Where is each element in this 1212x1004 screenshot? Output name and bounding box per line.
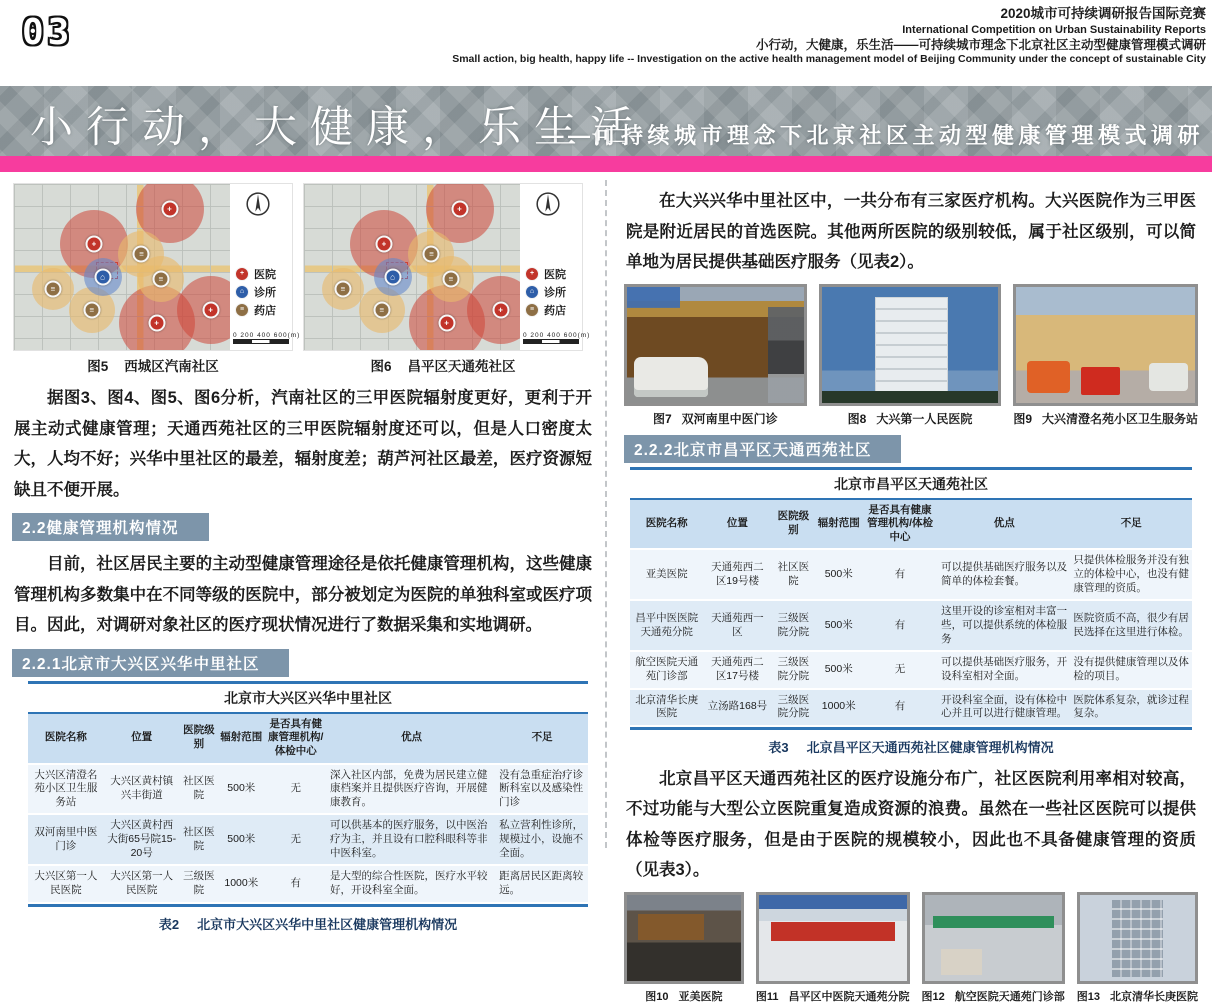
photo-caption [756, 988, 910, 1004]
map-side-panel [230, 184, 301, 350]
photo-caption [1077, 988, 1198, 1004]
map-scale-bar [233, 332, 301, 344]
report-title-cn: 小行动，大健康，乐生活——可持续城市理念下北京社区主动型健康管理模式调研 [755, 37, 1206, 52]
table2-caption [28, 914, 588, 933]
table-header-cell: 医院名称 [630, 500, 703, 550]
photo-figure-10 [624, 892, 744, 1004]
table-cell: 有 [862, 689, 938, 726]
map-canvas-fig5 [14, 184, 230, 350]
table-cell: 立汤路168号 [703, 689, 771, 726]
table-cell: 社区医院 [771, 549, 815, 600]
pharmacy-marker-icon: ≡ [423, 245, 440, 262]
hospital-marker-icon: + [375, 235, 392, 252]
table-cell: 有 [862, 549, 938, 600]
photo-yamei-hospital [624, 892, 744, 984]
photo-figure-7 [624, 284, 807, 427]
pharmacy-marker-icon: ≡ [525, 303, 539, 317]
pharmacy-marker-icon: ≡ [152, 270, 169, 287]
table-header-cell: 位置 [104, 714, 180, 764]
table-header-cell: 优点 [327, 714, 496, 764]
table-cell: 三级医院分院 [771, 600, 815, 651]
page-number: 03 [22, 12, 74, 53]
table-row [630, 600, 1192, 651]
table-cell: 三级医院分院 [771, 651, 815, 688]
legend-label: 医院 [254, 269, 276, 281]
table-cell: 距离居民区距离较远。 [496, 865, 588, 902]
table-cell: 无 [862, 651, 938, 688]
clinic-marker-icon: ⌂ [384, 268, 401, 285]
clinic-marker-icon: ⌂ [235, 285, 249, 299]
legend-item-pharmacy [235, 302, 276, 318]
legend-item-clinic [525, 284, 566, 300]
figure-caption [14, 355, 292, 375]
map-canvas-fig6 [304, 184, 520, 350]
table-cell: 天通苑西一区 [703, 600, 771, 651]
competition-header [452, 5, 1206, 67]
table-cell: 社区医院 [180, 764, 218, 815]
table-cell: 可以提供基础医疗服务以及简单的体检套餐。 [938, 549, 1070, 600]
institutions-paragraph: 目前，社区居民主要的主动型健康管理途径是依托健康管理机构，这些健康管理机构多数集中在不同等级的医院中，部分被划定为医院的单独科室或医疗项目。因此，对调研对象社区的医疗现状情况进行了数据采集和实地调研。 [14, 555, 592, 635]
photo-figure-11 [756, 892, 910, 1004]
table-cell: 有 [862, 600, 938, 651]
figure-label: 图6 [370, 359, 392, 374]
competition-title-cn: 2020城市可持续调研报告国际竞赛 [1000, 6, 1206, 21]
table2 [28, 714, 588, 904]
table-header-row [28, 714, 588, 764]
table-caption-label: 表2 [158, 916, 180, 932]
photo-label: 图12 [921, 990, 945, 1003]
map-scale-bar [523, 332, 591, 344]
maps-row [14, 184, 596, 375]
table-header-cell: 不足 [496, 714, 588, 764]
table-header-cell: 位置 [703, 500, 771, 550]
table-cell: 双河南里中医门诊 [28, 814, 104, 865]
table-cell: 三级医院 [180, 865, 218, 902]
table2-wrapper [28, 681, 588, 907]
legend-item-hospital [235, 266, 276, 282]
map-box-fig6 [304, 184, 591, 350]
photo-row-1 [624, 284, 1198, 427]
table-caption-text: 北京市大兴区兴华中里社区健康管理机构情况 [197, 916, 458, 932]
clinic-marker-icon: ⌂ [94, 268, 111, 285]
map-side-panel [520, 184, 591, 350]
photo-tcm-branch [756, 892, 910, 984]
photo-label: 图9 [1013, 411, 1032, 426]
photo-figure-12 [922, 892, 1065, 1004]
table-cell: 大兴区黄村西大街65号院15-20号 [104, 814, 180, 865]
table-cell: 1000米 [218, 865, 264, 902]
table-cell: 可以提供基础医疗服务，开设科室相对全面。 [938, 651, 1070, 688]
table-cell: 开设科室全面，设有体检中心并且可以进行健康管理。 [938, 689, 1070, 726]
tiantongyuan-paragraph: 北京昌平区天通西苑社区的医疗设施分布广，社区医院利用率相对较高，不过功能与大型公立医院重复造成资源的浪费。虽然在一些社区医院可以提供体检等医疗服务，但是由于医院的规模较小，因此也不具备健康管理的资质（见表3）。 [626, 769, 1196, 880]
photo-caption-text: 昌平区中医院天通苑分院 [788, 990, 910, 1003]
table-row [28, 764, 588, 815]
photo-figure-13 [1077, 892, 1198, 1004]
photo-caption [819, 410, 1002, 427]
section-header-2-2-1: 2.2.1北京市大兴区兴华中里社区 [12, 649, 289, 677]
pharmacy-marker-icon: ≡ [44, 280, 61, 297]
table2-title: 北京市大兴区兴华中里社区 [28, 684, 588, 714]
table-cell: 大兴区清澄名苑小区卫生服务站 [28, 764, 104, 815]
legend-label: 医院 [544, 269, 566, 281]
table-cell: 私立营利性诊所，规模过小，设施不全面。 [496, 814, 588, 865]
table-cell: 1000米 [815, 689, 862, 726]
report-title-en: Small action, big health, happy life -- Investigation on the active health management model of Beijing Community under the concept of sustainable City [452, 53, 1206, 66]
photo-clinic [624, 284, 807, 406]
table-cell: 有 [265, 865, 327, 902]
table-row [28, 865, 588, 902]
table-cell: 500米 [218, 764, 264, 815]
left-column [0, 176, 606, 935]
figure-label: 图5 [87, 359, 109, 374]
photo-caption [624, 410, 807, 427]
table-header-cell: 辐射范围 [218, 714, 264, 764]
figure-6 [304, 184, 591, 375]
figure-caption-text: 西城区汽南社区 [124, 359, 219, 374]
photo-caption-text: 航空医院天通苑门诊部 [954, 990, 1065, 1003]
hospital-marker-icon: + [438, 315, 455, 332]
table3-block [630, 467, 1192, 756]
legend-item-hospital [525, 266, 566, 282]
table-header-cell: 是否具有健康管理机构/体检中心 [265, 714, 327, 764]
figure-caption-text: 昌平区天通苑社区 [407, 359, 516, 374]
legend-label: 诊所 [544, 287, 566, 299]
map-legend [235, 264, 276, 320]
table3 [630, 500, 1192, 727]
table-cell: 亚美医院 [630, 549, 703, 600]
scale-bar [523, 339, 579, 344]
table-cell: 天通苑西二区19号楼 [703, 549, 771, 600]
hospital-marker-icon: + [235, 267, 249, 281]
table-cell: 可以供基本的医疗服务，以中医治疗为主，并且设有口腔科眼科等非中医科室。 [327, 814, 496, 865]
figure-caption [304, 355, 582, 375]
photo-figure-9 [1013, 284, 1198, 427]
table-cell: 只提供体检服务并没有独立的体检中心，也没有健康管理的资质。 [1070, 549, 1192, 600]
section-header-2-2-2: 2.2.2北京市昌平区天通西苑社区 [624, 435, 901, 463]
table-header-cell: 医院名称 [28, 714, 104, 764]
photo-label: 图10 [645, 990, 669, 1003]
north-arrow-icon [245, 191, 271, 217]
photo-row-2 [624, 892, 1198, 1004]
table-header-cell: 医院级别 [771, 500, 815, 550]
table-cell: 三级医院分院 [771, 689, 815, 726]
table-cell: 大兴区第一人民医院 [28, 865, 104, 902]
right-column [606, 176, 1212, 1004]
photo-caption [1013, 410, 1198, 427]
photo-label: 图7 [652, 411, 672, 426]
section-header-2-2: 2.2健康管理机构情况 [12, 513, 209, 541]
map-legend [525, 264, 566, 320]
table-cell: 500米 [815, 600, 862, 651]
hospital-marker-icon: + [85, 235, 102, 252]
table-cell: 500米 [218, 814, 264, 865]
table-caption-label: 表3 [768, 739, 789, 755]
title-banner [0, 86, 1212, 172]
legend-label: 药店 [254, 305, 276, 317]
pharmacy-marker-icon: ≡ [133, 245, 150, 262]
table-cell: 是大型的综合性医院，医疗水平较好，开设科室全面。 [327, 865, 496, 902]
table-caption-text: 北京昌平区天通西苑社区健康管理机构情况 [806, 739, 1054, 755]
analysis-paragraph: 据图3、图4、图5、图6分析，汽南社区的三甲医院辐射度更好，更利于开展主动式健康管理；天通西苑社区的三甲医院辐射度还可以，但是人口密度太大，人均不好；兴华中里社区的最差，辐射度差；葫芦河社区最差，医疗资源短缺且不便开展。 [14, 389, 592, 499]
banner-accent-bar [0, 156, 1212, 172]
table-cell: 社区医院 [180, 814, 218, 865]
table-cell: 无 [265, 814, 327, 865]
banner-main-title: 小行动，大健康，乐生活 [30, 104, 646, 152]
table3-caption [630, 737, 1192, 756]
hospital-marker-icon: + [148, 315, 165, 332]
scale-labels: 0 200 400 600(m) [233, 332, 301, 339]
table-cell: 天通苑西二区17号楼 [703, 651, 771, 688]
legend-item-clinic [235, 284, 276, 300]
table-row [630, 689, 1192, 726]
photo-caption [624, 988, 744, 1004]
table-row [630, 549, 1192, 600]
photo-caption-text: 大兴清澄名苑小区卫生服务站 [1042, 411, 1199, 426]
photo-label: 图11 [755, 990, 779, 1003]
daxing-paragraph: 在大兴兴华中里社区中，一共分布有三家医疗机构。大兴医院作为三甲医院是附近居民的首选医院。其他两所医院的级别较低，属于社区级别，可以简单地为居民提供基础医疗服务（见表2）。 [626, 192, 1196, 272]
legend-item-pharmacy [525, 302, 566, 318]
table3-title: 北京市昌平区天通苑社区 [630, 470, 1192, 500]
photo-changgung-hospital [1077, 892, 1198, 984]
photo-caption-text: 北京清华长庚医院 [1110, 990, 1198, 1003]
table-cell: 500米 [815, 651, 862, 688]
table-row [28, 814, 588, 865]
table-cell: 没有提供健康管理以及体检的项目。 [1070, 651, 1192, 688]
table-cell: 大兴区第一人民医院 [104, 865, 180, 902]
hospital-marker-icon: + [525, 267, 539, 281]
figure-5 [14, 184, 301, 375]
photo-label: 图13 [1076, 990, 1100, 1003]
scale-bar [233, 339, 289, 344]
table-cell: 500米 [815, 549, 862, 600]
table-cell: 医院资质不高，很少有居民选择在这里进行体检。 [1070, 600, 1192, 651]
competition-title-en: International Competition on Urban Sustainability Reports [902, 23, 1206, 36]
table-cell: 航空医院天通苑门诊部 [630, 651, 703, 688]
table-header-row [630, 500, 1192, 550]
table-header-cell: 辐射范围 [815, 500, 862, 550]
pharmacy-marker-icon: ≡ [442, 270, 459, 287]
table-header-cell: 医院级别 [180, 714, 218, 764]
pharmacy-marker-icon: ≡ [373, 302, 390, 319]
table-header-cell: 是否具有健康管理机构/体检中心 [862, 500, 938, 550]
table-row [630, 651, 1192, 688]
legend-label: 药店 [544, 305, 566, 317]
table-cell: 昌平中医医院天通苑分院 [630, 600, 703, 651]
map-box-fig5 [14, 184, 301, 350]
north-arrow-icon [535, 191, 561, 217]
pharmacy-marker-icon: ≡ [83, 302, 100, 319]
table-cell: 无 [265, 764, 327, 815]
table-header-cell: 优点 [938, 500, 1070, 550]
hospital-marker-icon: + [161, 200, 178, 217]
photo-figure-8 [819, 284, 1002, 427]
table-cell: 深入社区内部，免费为居民建立健康档案并且提供医疗咨询，开展健康教育。 [327, 764, 496, 815]
photo-caption [922, 988, 1065, 1004]
photo-caption-text: 双河南里中医门诊 [681, 411, 778, 426]
photo-aviation-clinic [922, 892, 1065, 984]
table3-wrapper [630, 467, 1192, 730]
hospital-marker-icon: + [451, 200, 468, 217]
table-header-cell: 不足 [1070, 500, 1192, 550]
table2-block [28, 681, 588, 933]
photo-caption-text: 大兴第一人民医院 [876, 411, 973, 426]
table-cell: 大兴区黄村镇兴丰街道 [104, 764, 180, 815]
photo-caption-text: 亚美医院 [678, 990, 723, 1003]
table-cell: 没有急重症治疗诊断科室以及感染性门诊 [496, 764, 588, 815]
photo-hospital-tower [819, 284, 1002, 406]
pharmacy-marker-icon: ≡ [235, 303, 249, 317]
table-cell: 北京清华长庚医院 [630, 689, 703, 726]
clinic-marker-icon: ⌂ [525, 285, 539, 299]
scale-labels: 0 200 400 600(m) [523, 332, 591, 339]
table-cell: 医院体系复杂，就诊过程复杂。 [1070, 689, 1192, 726]
table-cell: 这里开设的诊室相对丰富一些，可以提供系统的体检服务 [938, 600, 1070, 651]
photo-health-station [1013, 284, 1198, 406]
banner-subtitle: ——可持续城市理念下北京社区主动型健康管理模式调研 [541, 123, 1204, 148]
hospital-marker-icon: + [202, 302, 219, 319]
hospital-marker-icon: + [492, 302, 509, 319]
pharmacy-marker-icon: ≡ [334, 280, 351, 297]
legend-label: 诊所 [254, 287, 276, 299]
photo-label: 图8 [847, 411, 867, 426]
